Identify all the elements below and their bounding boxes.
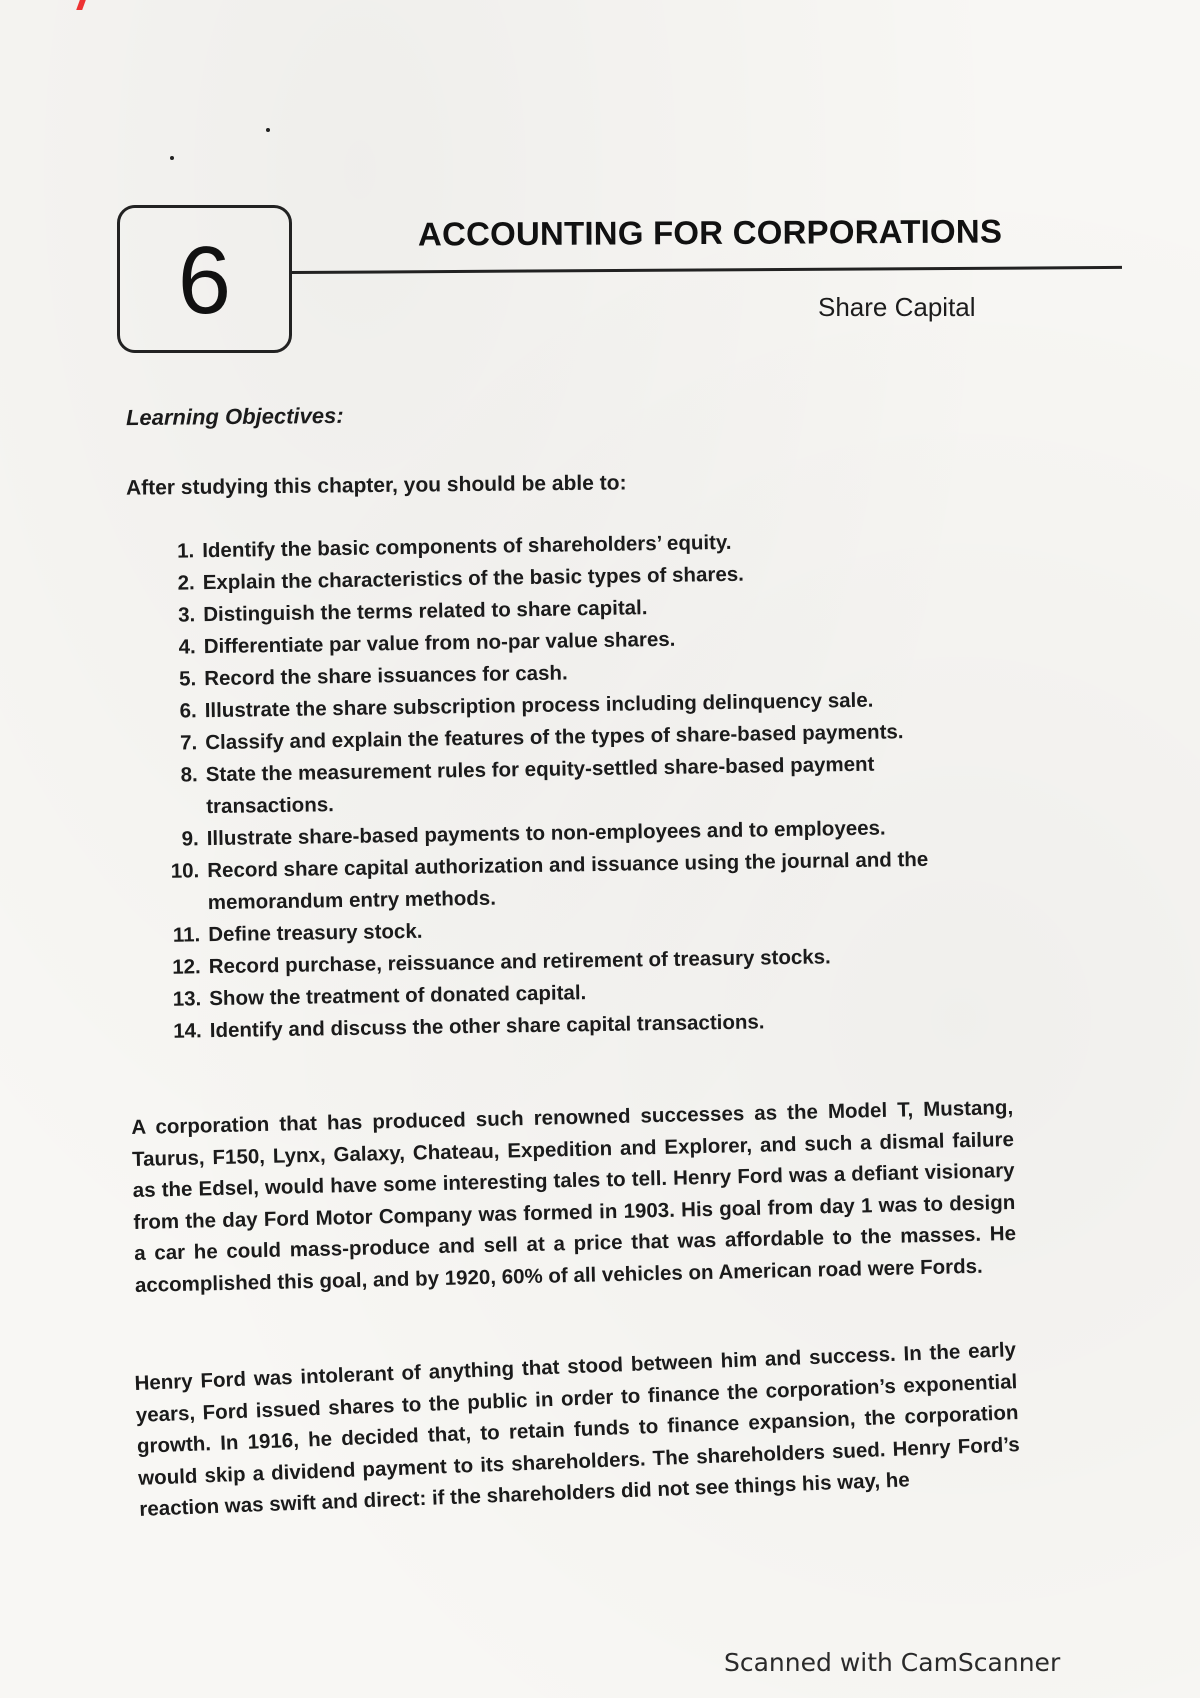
chapter-subtitle: Share Capital (818, 292, 976, 322)
objective-number: 2. (177, 571, 195, 595)
objective-number: 9. (181, 827, 199, 851)
objective-number: 3. (177, 603, 196, 627)
learning-objectives-intro: After studying this chapter, you should be able to: (125, 471, 627, 500)
objective-text: State the measurement rules for equity-settled share-based payment transactions. (205, 752, 875, 819)
learning-objectives-list (150, 524, 948, 1048)
objective-text: Identify the basic components of shareholders’ equity. (202, 530, 732, 563)
objective-number: 7. (179, 731, 198, 755)
objective-text: Record share capital authorization and issuance using the journal and the memorandum entry methods. (207, 847, 929, 915)
objective-number: 13. (172, 987, 202, 1011)
objective-text: Explain the characteristics of the basic types of shares. (202, 562, 745, 595)
objective-number: 5. (178, 667, 197, 691)
chapter-title: ACCOUNTING FOR CORPORATIONS (417, 212, 1003, 253)
objective-number: 14. (173, 1019, 202, 1043)
objective-text: Distinguish the terms related to share capital. (203, 596, 648, 627)
objective-text: Record purchase, reissuance and retirement of treasury stocks. (208, 945, 831, 979)
objective-number: 11. (172, 923, 201, 947)
objective-text: Illustrate share-based payments to non-employees and to employees. (206, 816, 886, 851)
learning-objectives-heading: Learning Objectives: (125, 402, 344, 431)
speck (266, 128, 270, 132)
corner-mark (76, 0, 86, 10)
objective-text: Illustrate the share subscription process including delinquency sale. (204, 688, 874, 723)
chapter-number: 6 (177, 227, 232, 334)
objective-number: 8. (180, 763, 198, 787)
objective-text: Classify and explain the features of the types of share-based payments. (205, 720, 904, 755)
objective-text: Differentiate par value from no-par value shares. (203, 627, 676, 659)
speck (170, 156, 174, 160)
objective-number: 12. (172, 955, 201, 979)
objective-number: 6. (179, 699, 197, 723)
body-paragraph-2: Henry Ford was intolerant of anything that stood between him and success. In the early years, Ford issued shares to the public in order to finance the corporation’s exponential growth. In 1916, he decided that, to retain funds to finance expansion, the corporation would skip a dividend payment to its shareholders. The shareholders sued. Henry Ford’s reaction was swift and direct: if the shareholders did not see things his way, he (134, 1338, 1021, 1521)
objective-number: 10. (170, 859, 200, 883)
objective-number: 4. (178, 635, 196, 659)
objective-text: Identify and discuss the other share capital transactions. (209, 1010, 765, 1043)
camscanner-watermark: Scanned with CamScanner (724, 1648, 1061, 1677)
objective-text: Show the treatment of donated capital. (209, 981, 587, 1011)
header-rule (292, 266, 1122, 274)
objective-text: Record the share issuances for cash. (204, 661, 568, 691)
chapter-number-box (117, 205, 292, 353)
objective-text: Define treasury stock. (208, 919, 423, 947)
objective-number: 1. (176, 539, 195, 563)
body-paragraph-1: A corporation that has produced such renowned successes as the Model T, Mustang, Taurus, F150, Lynx, Galaxy, Chateau, Expedition and Explorer, and such a dismal failure as the Edsel, would have some interesting tales to tell. Henry Ford was a defiant visionary from the day Ford Motor Company was formed in 1903. His goal from day 1 was to design a car he could mass-produce and sell at a price that was affordable to the masses. He accomplished this goal, and by 1920, 60% of all vehicles on American road were Fords. (131, 1095, 1017, 1297)
